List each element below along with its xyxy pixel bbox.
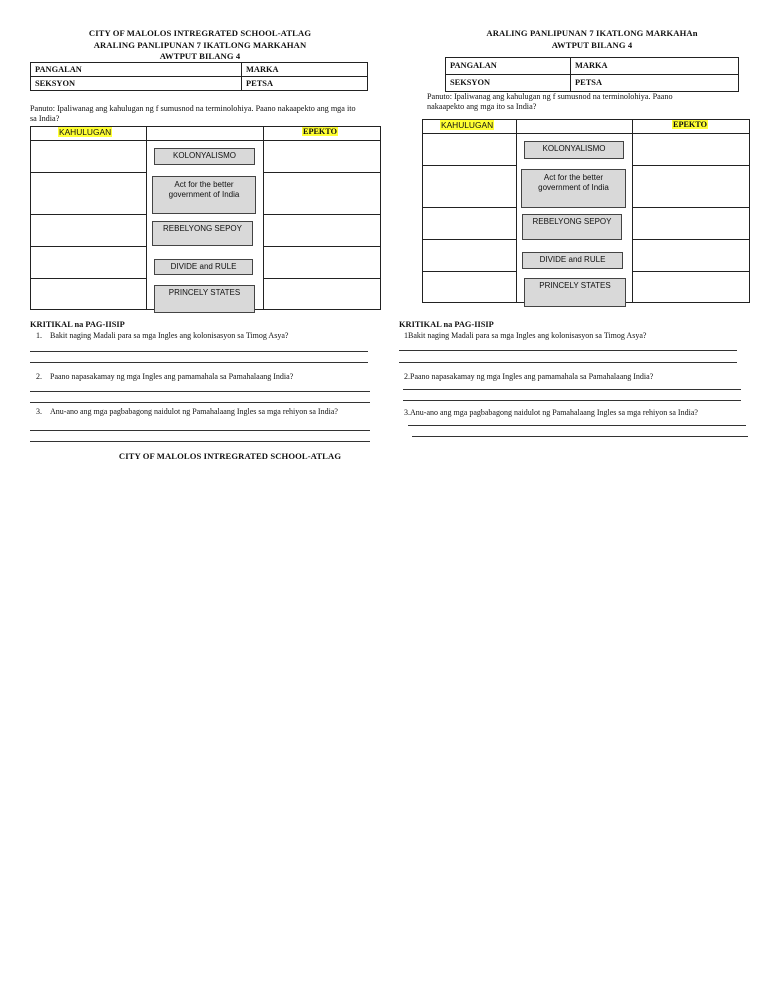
question-1: 1Bakit naging Madali para sa mga Ingles ang kolonisasyon sa Timog Asya? — [404, 331, 647, 340]
kahulugan-cell[interactable] — [422, 207, 517, 240]
kritikal-heading: KRITIKAL na PAG-IISIP — [399, 320, 494, 329]
answer-line[interactable] — [30, 391, 370, 392]
question-number: 3. — [36, 407, 42, 416]
question-2: Paano napasakamay ng mga Ingles ang pamamahala sa Pamahalaang India? — [50, 372, 294, 381]
student-info-table — [30, 62, 368, 91]
epekto-cell[interactable] — [632, 239, 750, 272]
epekto-cell[interactable] — [263, 214, 381, 247]
instruction-text: Panuto: Ipaliwanag ang kahulugan ng f sumusnod na terminolohiya. Paano nakaapekto ang mga ito sa India? — [427, 92, 673, 111]
term-divide-and-rule: DIVIDE and RULE — [154, 259, 253, 275]
term-kolonyalismo: KOLONYALISMO — [524, 141, 624, 159]
term-rebelyong-sepoy: REBELYONG SEPOY — [522, 214, 622, 240]
footer-school-title: CITY OF MALOLOS INTREGRATED SCHOOL-ATLAG — [118, 451, 342, 461]
question-2: 2.Paano napasakamay ng mga Ingles ang pamamahala sa Pamahalaang India? — [404, 372, 654, 381]
answer-line[interactable] — [412, 436, 748, 437]
term-kolonyalismo: KOLONYALISMO — [154, 148, 255, 165]
question-number: 1. — [36, 331, 42, 340]
kahulugan-cell[interactable] — [30, 214, 147, 247]
marka-label[interactable]: MARKA — [242, 63, 368, 77]
epekto-cell[interactable] — [263, 278, 381, 310]
subject-title: ARALING PANLIPUNAN 7 IKATLONG MARKAHAN — [93, 40, 307, 50]
answer-line[interactable] — [30, 402, 370, 403]
epekto-header: EPEKTO — [673, 120, 707, 129]
term-divide-and-rule: DIVIDE and RULE — [522, 252, 623, 269]
terms-header-cell — [516, 119, 633, 134]
subject-title: ARALING PANLIPUNAN 7 IKATLONG MARKAHAn — [486, 28, 698, 38]
epekto-cell[interactable] — [263, 172, 381, 215]
question-3: Anu-ano ang mga pagbabagong naidulot ng Pamahalaang Ingles sa mga rehiyon sa India? — [50, 407, 338, 416]
question-3: 3.Anu-ano ang mga pagbabagong naidulot ng Pamahalaang Ingles sa mga rehiyon sa India? — [404, 408, 698, 417]
petsa-label[interactable]: PETSA — [242, 77, 368, 91]
answer-line[interactable] — [403, 389, 741, 390]
kahulugan-cell[interactable] — [30, 246, 147, 279]
term-act-better-government: Act for the better government of India — [521, 169, 626, 208]
pangalan-label[interactable]: PANGALAN — [31, 63, 242, 77]
kahulugan-cell[interactable] — [422, 165, 517, 208]
output-title: AWTPUT BILANG 4 — [159, 51, 241, 61]
kahulugan-cell[interactable] — [30, 140, 147, 173]
answer-line[interactable] — [399, 350, 737, 351]
answer-line[interactable] — [30, 430, 370, 431]
term-rebelyong-sepoy: REBELYONG SEPOY — [152, 221, 253, 246]
kahulugan-cell[interactable] — [422, 133, 517, 166]
kahulugan-cell[interactable] — [422, 271, 517, 303]
term-act-better-government: Act for the better government of India — [152, 176, 256, 214]
seksyon-label[interactable]: SEKSYON — [31, 77, 242, 91]
school-title: CITY OF MALOLOS INTREGRATED SCHOOL-ATLAG — [88, 28, 312, 38]
kahulugan-header: KAHULUGAN — [441, 120, 494, 130]
kahulugan-cell[interactable] — [422, 239, 517, 272]
instruction-text: Panuto: Ipaliwanag ang kahulugan ng f sumusnod na terminolohiya. Paano nakaapekto ang mga ito sa India? — [30, 104, 356, 123]
question-number: 2. — [36, 372, 42, 381]
kahulugan-cell[interactable] — [30, 278, 147, 310]
epekto-cell[interactable] — [263, 140, 381, 173]
answer-line[interactable] — [408, 425, 746, 426]
epekto-cell[interactable] — [632, 165, 750, 208]
marka-label[interactable]: MARKA — [571, 58, 739, 75]
epekto-cell[interactable] — [632, 207, 750, 240]
answer-line[interactable] — [30, 441, 370, 442]
terms-header-cell — [146, 126, 264, 141]
kahulugan-header: KAHULUGAN — [59, 127, 112, 137]
answer-line[interactable] — [399, 362, 737, 363]
output-title: AWTPUT BILANG 4 — [551, 40, 633, 50]
answer-line[interactable] — [30, 351, 368, 352]
answer-line[interactable] — [403, 400, 741, 401]
seksyon-label[interactable]: SEKSYON — [446, 75, 571, 92]
question-1: Bakit naging Madali para sa mga Ingles ang kolonisasyon sa Timog Asya? — [50, 331, 289, 340]
answer-line[interactable] — [30, 362, 368, 363]
kritikal-heading: KRITIKAL na PAG-IISIP — [30, 320, 125, 329]
epekto-cell[interactable] — [632, 271, 750, 303]
student-info-table — [445, 57, 739, 92]
term-princely-states: PRINCELY STATES — [154, 285, 255, 313]
pangalan-label[interactable]: PANGALAN — [446, 58, 571, 75]
epekto-header: EPEKTO — [303, 127, 337, 136]
kahulugan-cell[interactable] — [30, 172, 147, 215]
epekto-cell[interactable] — [632, 133, 750, 166]
petsa-label[interactable]: PETSA — [571, 75, 739, 92]
epekto-cell[interactable] — [263, 246, 381, 279]
term-princely-states: PRINCELY STATES — [524, 278, 626, 307]
